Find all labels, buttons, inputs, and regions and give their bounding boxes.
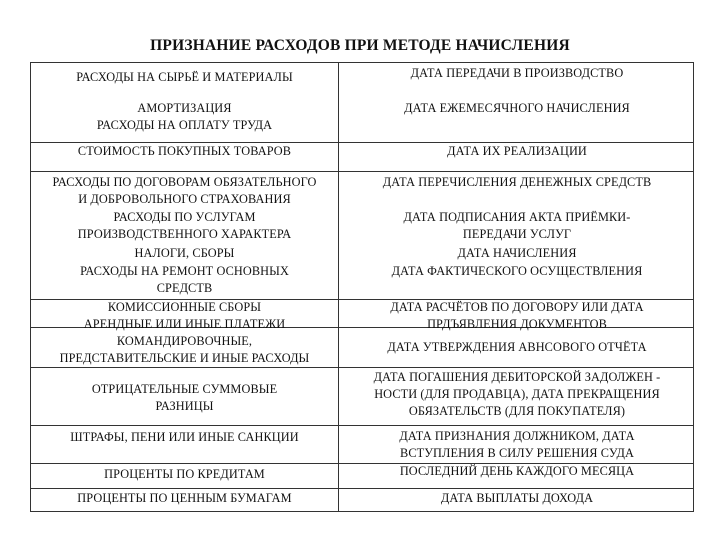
- row-divider: [31, 171, 693, 172]
- date-cell: ПОСЛЕДНИЙ ДЕНЬ КАЖДОГО МЕСЯЦА: [399, 464, 635, 478]
- row-divider: [31, 488, 693, 489]
- expense-cell: ПРОЦЕНТЫ ПО ЦЕННЫМ БУМАГАМ: [77, 491, 292, 505]
- expense-cell: РАСХОДЫ НА СЫРЬЁ И МАТЕРИАЛЫ: [76, 70, 293, 84]
- expense-cell: КОМАНДИРОВОЧНЫЕ, ПРЕДСТАВИТЕЛЬСКИЕ И ИНЫЕ РАСХОДЫ: [59, 334, 310, 365]
- expense-cell: КОМИССИОННЫЕ СБОРЫ АРЕНДНЫЕ ИЛИ ИНЫЕ ПЛАТЕЖИ: [83, 300, 286, 331]
- row-divider: [31, 425, 693, 426]
- date-cell: ДАТА ИХ РЕАЛИЗАЦИИ: [447, 144, 587, 158]
- expense-cell: СТОИМОСТЬ ПОКУПНЫХ ТОВАРОВ: [77, 144, 292, 158]
- date-cell: ДАТА ПРИЗНАНИЯ ДОЛЖНИКОМ, ДАТА ВСТУПЛЕНИЯ В СИЛУ РЕШЕНИЯ СУДА: [399, 429, 635, 460]
- expense-cell: РАСХОДЫ НА РЕМОНТ ОСНОВНЫХ СРЕДСТВ: [80, 264, 289, 295]
- expense-cell: РАСХОДЫ ПО УСЛУГАМ ПРОИЗВОДСТВЕННОГО ХАРАКТЕРА: [77, 210, 292, 241]
- expense-cell: ПРОЦЕНТЫ ПО КРЕДИТАМ: [104, 467, 265, 481]
- date-cell: ДАТА УТВЕРЖДЕНИЯ АВНСОВОГО ОТЧЁТА: [387, 340, 647, 354]
- expense-cell: АМОРТИЗАЦИЯ РАСХОДЫ НА ОПЛАТУ ТРУДА: [96, 101, 273, 132]
- date-cell: ДАТА ПЕРЕДАЧИ В ПРОИЗВОДСТВО: [410, 66, 624, 80]
- row-divider: [31, 367, 693, 368]
- expense-cell: ОТРИЦАТЕЛЬНЫЕ СУММОВЫЕ РАЗНИЦЫ: [91, 382, 278, 413]
- expense-recognition-table: [30, 62, 694, 512]
- date-cell: ДАТА ВЫПЛАТЫ ДОХОДА: [440, 491, 594, 505]
- date-cell: ДАТА ЕЖЕМЕСЯЧНОГО НАЧИСЛЕНИЯ: [404, 101, 630, 115]
- expense-cell: ШТРАФЫ, ПЕНИ ИЛИ ИНЫЕ САНКЦИИ: [70, 430, 299, 444]
- date-cell: ДАТА НАЧИСЛЕНИЯ: [457, 246, 577, 260]
- date-cell: ДАТА ПОДПИСАНИЯ АКТА ПРИЁМКИ- ПЕРЕДАЧИ УСЛУГ: [403, 210, 631, 241]
- expense-cell: НАЛОГИ, СБОРЫ: [134, 246, 235, 260]
- date-cell: ДАТА ПОГАШЕНИЯ ДЕБИТОРСКОЙ ЗАДОЛЖЕН - НОСТИ (ДЛЯ ПРОДАВЦА), ДАТА ПРЕКРАЩЕНИЯ ОБЯЗАТЕЛЬСТВ (ДЛЯ ПОКУПАТЕЛЯ): [373, 370, 661, 418]
- date-cell: ДАТА ФАКТИЧЕСКОГО ОСУЩЕСТВЛЕНИЯ: [391, 264, 643, 278]
- date-cell: ДАТА РАСЧЁТОВ ПО ДОГОВОРУ ИЛИ ДАТА ПРДЪЯВЛЕНИЯ ДОКУМЕНТОВ: [390, 300, 644, 331]
- page-title: ПРИЗНАНИЕ РАСХОДОВ ПРИ МЕТОДЕ НАЧИСЛЕНИЯ: [150, 37, 570, 54]
- expense-cell: РАСХОДЫ ПО ДОГОВОРАМ ОБЯЗАТЕЛЬНОГО И ДОБРОВОЛЬНОГО СТРАХОВАНИЯ: [52, 175, 317, 206]
- date-cell: ДАТА ПЕРЕЧИСЛЕНИЯ ДЕНЕЖНЫХ СРЕДСТВ: [382, 175, 652, 189]
